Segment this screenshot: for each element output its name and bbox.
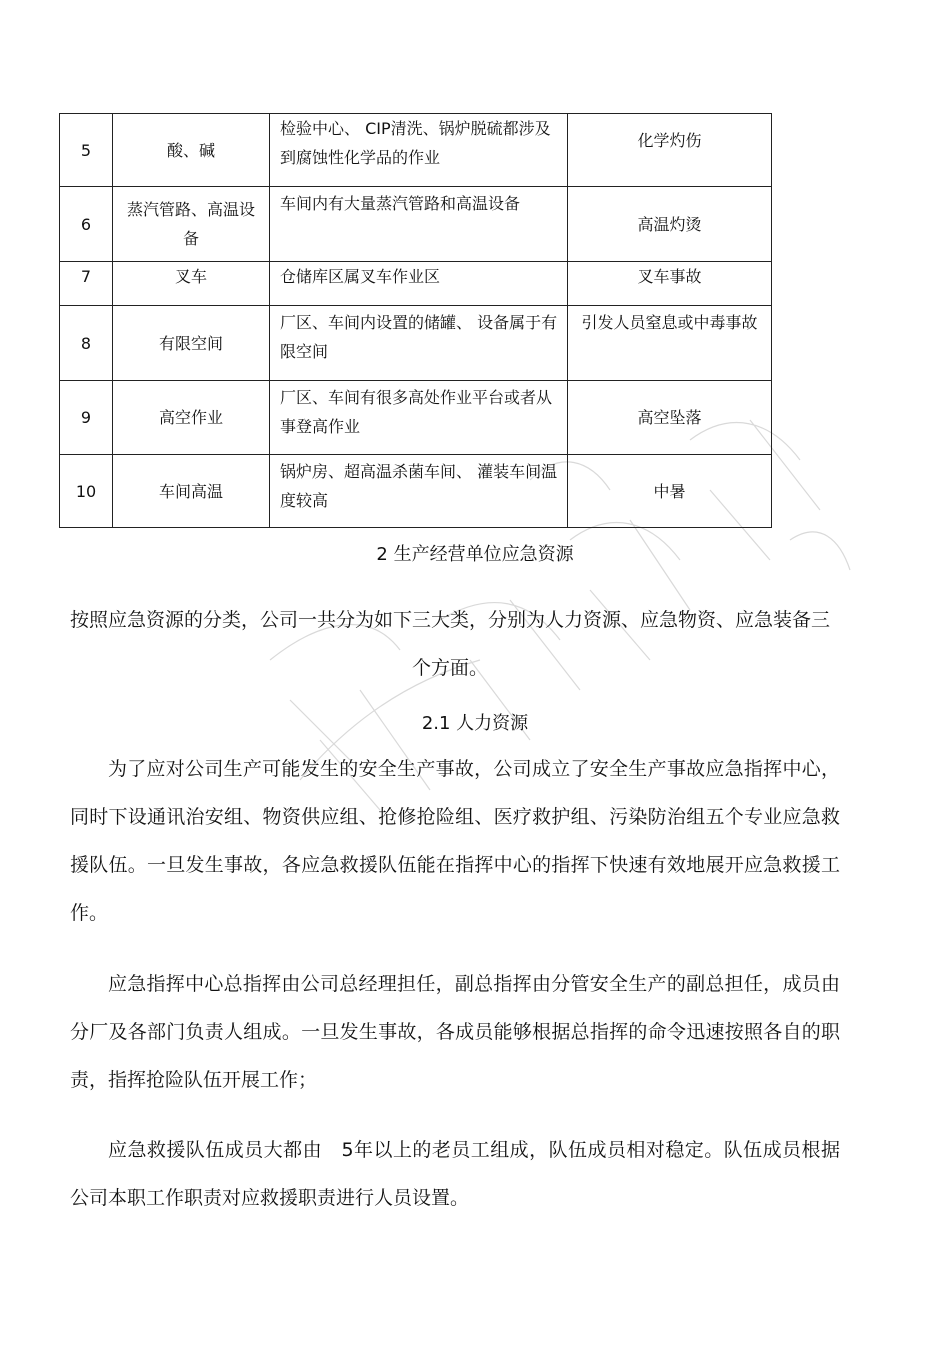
row-number: 5	[60, 114, 113, 187]
hazard-location: 检验中心、 CIP清洗、锅炉脱硫都涉及到腐蚀性化学品的作业	[270, 114, 568, 187]
accident-type: 引发人员窒息或中毒事故	[568, 306, 772, 381]
table-row	[60, 455, 772, 528]
hazard-source: 酸、碱	[113, 114, 270, 187]
table-row	[60, 381, 772, 455]
row-number: 10	[60, 455, 113, 528]
accident-type: 高温灼烫	[568, 187, 772, 262]
hazard-source: 车间高温	[113, 455, 270, 528]
hazard-source: 有限空间	[113, 306, 270, 381]
hazard-location: 仓储库区属叉车作业区	[270, 262, 568, 306]
hazard-source: 叉车	[113, 262, 270, 306]
section-heading: 2 生产经营单位应急资源	[376, 544, 574, 565]
hazard-location: 锅炉房、超高温杀菌车间、 灌装车间温度较高	[270, 455, 568, 528]
accident-type: 叉车事故	[568, 262, 772, 306]
row-number: 9	[60, 381, 113, 455]
table-row	[60, 187, 772, 262]
hazard-location: 厂区、车间内设置的储罐、 设备属于有限空间	[270, 306, 568, 381]
row-number: 8	[60, 306, 113, 381]
paragraph: 应急救援队伍成员大都由 5年以上的老员工组成，队伍成员相对稳定。队伍成员根据公司本职工作职责对应救援职责进行人员设置。	[70, 1139, 840, 1209]
paragraph: 为了应对公司生产可能发生的安全生产事故，公司成立了安全生产事故应急指挥中心，同时下设通讯治安组、物资供应组、抢修抢险组、医疗救护组、污染防治组五个专业应急救援队伍。一旦发生事故，各应急救援队伍能在指挥中心的指挥下快速有效地展开应急救援工作。	[70, 758, 840, 924]
accident-type: 化学灼伤	[568, 114, 772, 187]
row-number: 7	[60, 262, 113, 306]
hazard-table	[59, 113, 772, 528]
row-number: 6	[60, 187, 113, 262]
hazard-source: 高空作业	[113, 381, 270, 455]
accident-type: 高空坠落	[568, 381, 772, 455]
subsection-heading: 2.1 人力资源	[421, 713, 529, 734]
hazard-location: 厂区、车间有很多高处作业平台或者从事登高作业	[270, 381, 568, 455]
accident-type: 中暑	[568, 455, 772, 528]
table-row	[60, 262, 772, 306]
hazard-source: 蒸汽管路、高温设备	[113, 187, 270, 262]
hazard-location: 车间内有大量蒸汽管路和高温设备	[270, 187, 568, 262]
table-row	[60, 306, 772, 381]
section-intro: 按照应急资源的分类，公司一共分为如下三大类，分别为人力资源、应急物资、应急装备三个方面。	[69, 609, 830, 679]
table-row	[60, 114, 772, 187]
paragraph: 应急指挥中心总指挥由公司总经理担任，副总指挥由分管安全生产的副总担任，成员由分厂及各部门负责人组成。一旦发生事故，各成员能够根据总指挥的命令迅速按照各自的职责，指挥抢险队伍开展工作；	[70, 973, 840, 1091]
